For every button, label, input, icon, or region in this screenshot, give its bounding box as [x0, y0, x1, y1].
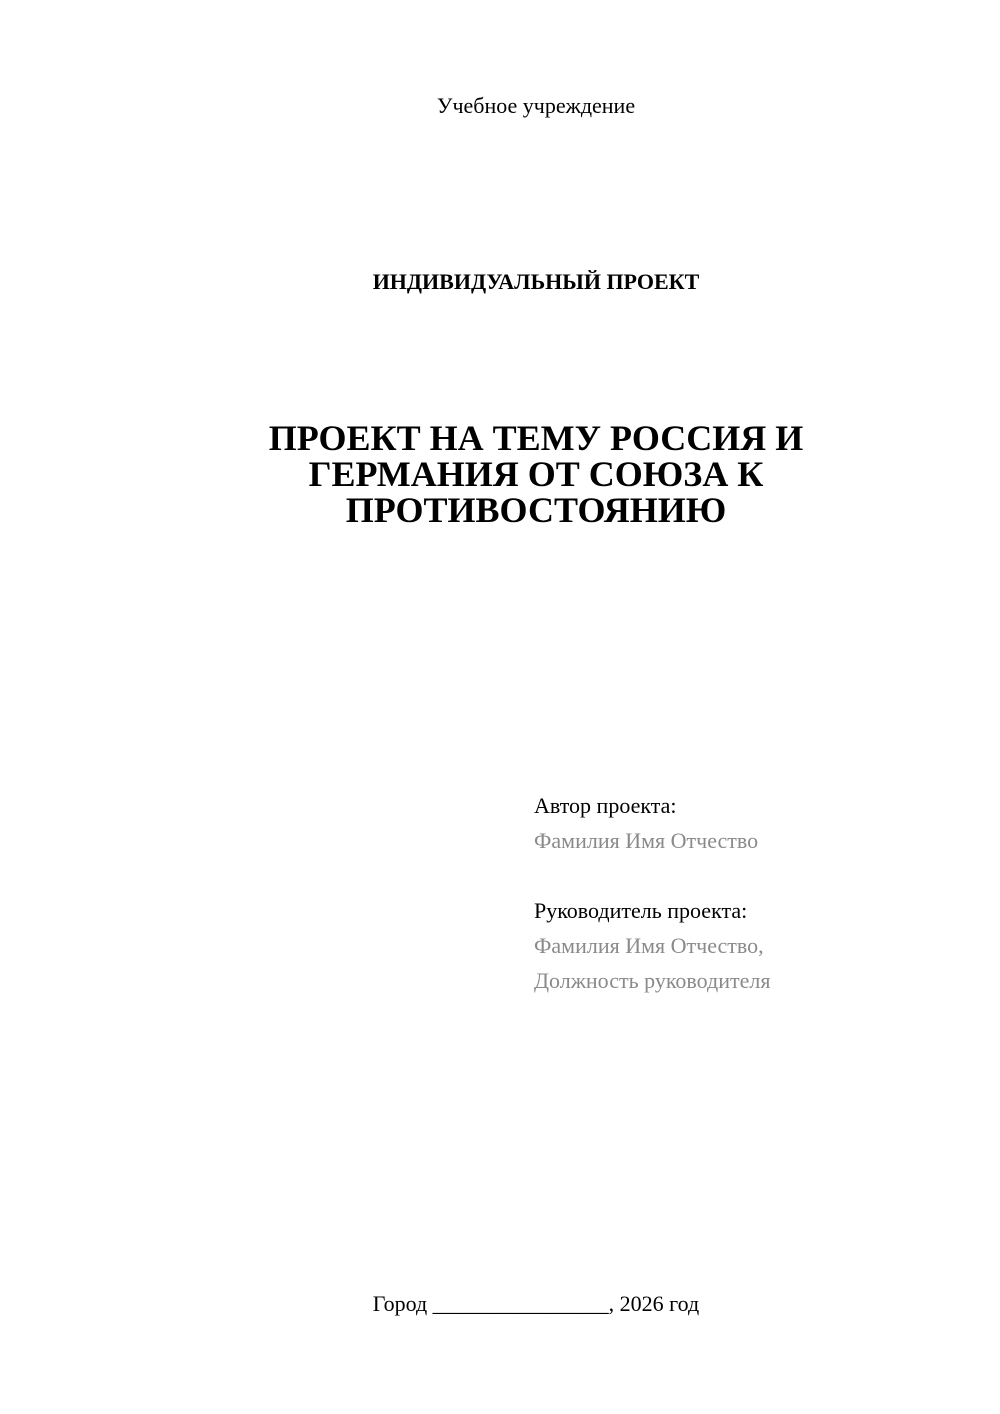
supervisor-name: Фамилия Имя Отчество, [534, 933, 764, 958]
institution-name: Учебное учреждение [436, 93, 636, 118]
spacer [534, 858, 974, 893]
project-title-line: ПРОЕКТ НА ТЕМУ РОССИЯ И [268, 418, 804, 458]
authors-block [534, 788, 974, 998]
project-title-line: ПРОТИВОСТОЯНИЮ [345, 490, 727, 530]
project-type-heading: ИНДИВИДУАЛЬНЫЙ ПРОЕКТ [372, 269, 700, 294]
supervisor-label: Руководитель проекта: [534, 898, 748, 923]
supervisor-position: Должность руководителя [534, 968, 771, 993]
author-name: Фамилия Имя Отчество [534, 828, 759, 853]
city-year-line: Город ________________, 2026 год [372, 1291, 700, 1316]
project-title-line: ГЕРМАНИЯ ОТ СОЮЗА К [308, 454, 764, 494]
project-title [0, 420, 1000, 528]
author-label: Автор проекта: [534, 793, 677, 818]
